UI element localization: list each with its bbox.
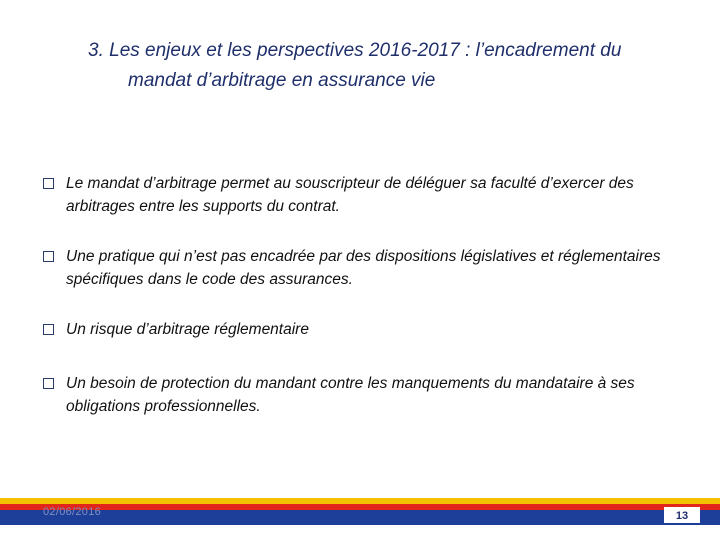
bullet-text: Un besoin de protection du mandant contre les manquements du mandataire à ses obligations professionnelles. <box>66 375 635 415</box>
bullet-item <box>43 318 703 341</box>
bullet-text: Une pratique qui n’est pas encadrée par des dispositions législatives et réglementaires spécifiques dans le code des assurances. <box>66 248 661 288</box>
bullet-item <box>43 245 703 291</box>
checkbox-bullet-icon <box>43 178 54 189</box>
slide-title <box>88 36 708 96</box>
slide-title-line-2: mandat d’arbitrage en assurance vie <box>128 70 436 91</box>
page-number: 13 <box>664 507 700 523</box>
bullet-item <box>43 172 703 218</box>
footer-stripe-blue <box>0 510 720 525</box>
footer-band <box>0 498 720 540</box>
slide-title-line-1: 3. Les enjeux et les perspectives 2016-2017 : l’encadrement du <box>88 40 622 61</box>
bullet-text: Un risque d’arbitrage réglementaire <box>66 321 309 338</box>
footer-date: 02/06/2016 <box>43 506 102 518</box>
checkbox-bullet-icon <box>43 251 54 262</box>
checkbox-bullet-icon <box>43 324 54 335</box>
bullet-item <box>43 372 703 418</box>
checkbox-bullet-icon <box>43 378 54 389</box>
bullet-text: Le mandat d’arbitrage permet au souscripteur de déléguer sa faculté d’exercer des arbitrages entre les supports du contrat. <box>66 175 634 215</box>
